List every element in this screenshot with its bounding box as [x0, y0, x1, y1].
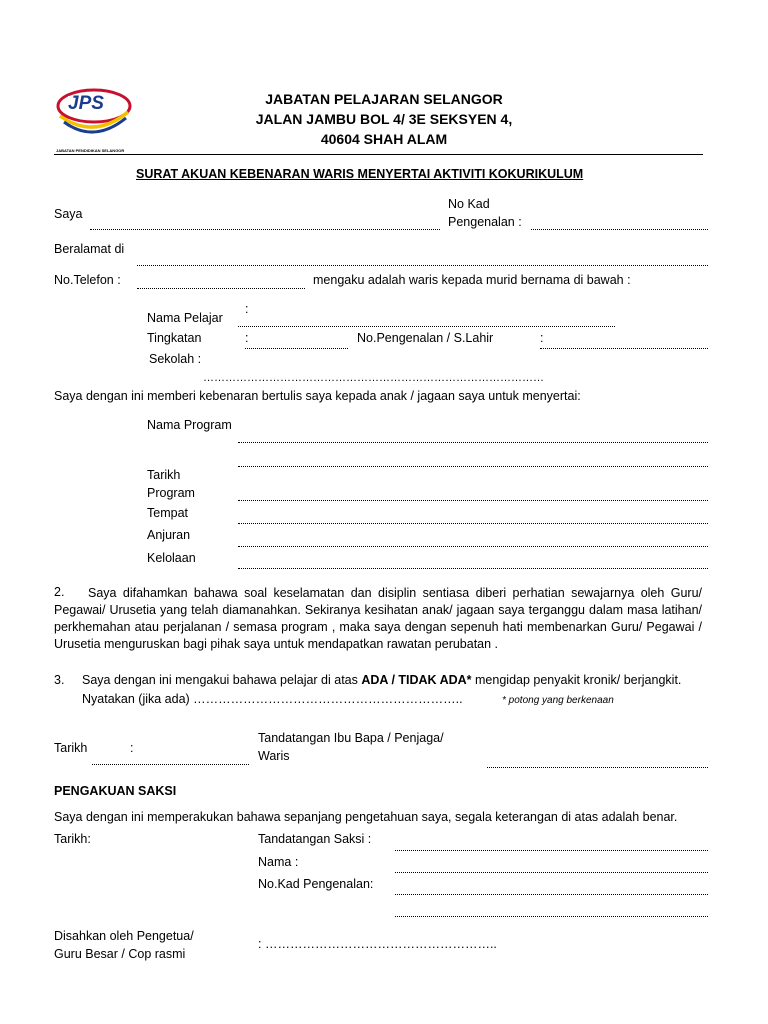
- para-2-number: 2.: [54, 585, 65, 599]
- saksi-heading: PENGAKUAN SAKSI: [54, 784, 177, 798]
- nama-pelajar-label: Nama Pelajar: [147, 311, 223, 325]
- no-kad-saksi-label: No.Kad Pengenalan:: [258, 877, 374, 891]
- no-kad-field[interactable]: [531, 229, 708, 230]
- no-kad-saksi-field-1[interactable]: [395, 894, 708, 895]
- saya-field[interactable]: [90, 229, 440, 230]
- kelolaan-label: Kelolaan: [147, 551, 196, 565]
- no-pengenalan-label: No.Pengenalan / S.Lahir: [357, 331, 494, 345]
- tarikh-field[interactable]: [92, 764, 249, 765]
- nama-program-label: Nama Program: [147, 418, 232, 432]
- header-line-1: JABATAN PELAJARAN SELANGOR: [265, 91, 503, 107]
- tarikh-program-field[interactable]: [238, 500, 708, 501]
- telefon-label: No.Telefon :: [54, 273, 121, 287]
- para-2-text: Saya difahamkan bahawa soal keselamatan dan disiplin sentiasa diberi perhatian sewajarnya oleh Guru/ Pegawai/ Urusetia yang telah diamanahkan. Sekiranya kesihatan anak/ jagaan saya terganggu dalam masa latihan/ perkhemahan atau perjalanan / semasa program , maka saya dengan sepenuh hati membenarkan Guru/ Pegawai / Urusetia menguruskan bagi pihak saya untuk mendapatkan rawatan perubatan .: [54, 586, 702, 651]
- no-pengenalan-colon: :: [540, 331, 544, 345]
- nama-saksi-field[interactable]: [395, 872, 708, 873]
- tandatangan-saksi-label: Tandatangan Saksi :: [258, 832, 372, 846]
- tandatangan-waris-label-1: Tandatangan Ibu Bapa / Penjaga/: [258, 731, 444, 745]
- tandatangan-waris-field[interactable]: [487, 767, 708, 768]
- tarikh-label: Tarikh: [54, 741, 88, 755]
- para-3-text: Saya dengan ini mengakui bahawa pelajar di atas ADA / TIDAK ADA* mengidap penyakit kronik/ berjangkit.: [82, 673, 682, 687]
- tingkatan-colon: :: [245, 331, 249, 345]
- no-kad-label-2: Pengenalan :: [448, 215, 522, 229]
- mengaku-text: mengaku adalah waris kepada murid bernama di bawah :: [313, 273, 631, 287]
- nama-saksi-label: Nama :: [258, 855, 299, 869]
- nama-pelajar-field[interactable]: [238, 326, 615, 327]
- para-3-number: 3.: [54, 673, 65, 687]
- tandatangan-waris-label-2: Waris: [258, 749, 290, 763]
- nama-program-field-1[interactable]: [238, 442, 708, 443]
- consent-text: Saya dengan ini memberi kebenaran bertulis saya kepada anak / jagaan saya untuk menyertai:: [54, 389, 581, 403]
- nama-program-field-2[interactable]: [238, 466, 708, 467]
- tandatangan-saksi-field[interactable]: [395, 850, 708, 851]
- saya-label: Saya: [54, 207, 83, 221]
- kelolaan-field[interactable]: [238, 568, 708, 569]
- beralamat-label: Beralamat di: [54, 242, 125, 256]
- tempat-field[interactable]: [238, 523, 708, 524]
- logo-text: JPS: [68, 93, 104, 114]
- telefon-field[interactable]: [137, 288, 305, 289]
- anjuran-label: Anjuran: [147, 528, 191, 542]
- header-divider: [54, 154, 703, 155]
- tingkatan-field[interactable]: [245, 348, 348, 349]
- tempat-label: Tempat: [147, 506, 188, 520]
- logo-subtext: JABATAN PENDIDIKAN SELANGOR: [56, 148, 125, 153]
- disahkan-label-2: Guru Besar / Cop rasmi: [54, 947, 186, 961]
- anjuran-field[interactable]: [238, 546, 708, 547]
- nama-pelajar-colon: :: [245, 302, 249, 316]
- disahkan-label-1: Disahkan oleh Pengetua/: [54, 929, 194, 943]
- disahkan-field[interactable]: : ………………………………………………..: [258, 937, 497, 951]
- sekolah-label: Sekolah :: [149, 352, 202, 366]
- saksi-text: Saya dengan ini memperakukan bahawa sepanjang pengetahuan saya, segala keterangan di atas adalah benar.: [54, 810, 678, 824]
- form-title: SURAT AKUAN KEBENARAN WARIS MENYERTAI AKTIVITI KOKURIKULUM: [136, 167, 584, 181]
- tarikh-program-label-2: Program: [147, 486, 195, 500]
- no-pengenalan-field[interactable]: [540, 348, 708, 349]
- no-kad-label-1: No Kad: [448, 197, 490, 211]
- header-line-3: 40604 SHAH ALAM: [320, 131, 448, 147]
- no-kad-saksi-field-2[interactable]: [395, 916, 708, 917]
- tarikh-program-label-1: Tarikh: [147, 468, 181, 482]
- saksi-tarikh-label: Tarikh:: [54, 832, 91, 846]
- nyatakan-field[interactable]: Nyatakan (jika ada) ………………………………………………………..: [82, 692, 463, 706]
- potong-note: * potong yang berkenaan: [502, 695, 614, 706]
- sekolah-field[interactable]: …………………………………………………………………………………: [203, 372, 544, 384]
- tarikh-colon: :: [130, 741, 134, 755]
- ada-tidak-ada: ADA / TIDAK ADA*: [361, 673, 472, 687]
- tingkatan-label: Tingkatan: [147, 331, 202, 345]
- alamat-field[interactable]: [137, 265, 708, 266]
- header-line-2: JALAN JAMBU BOL 4/ 3E SEKSYEN 4,: [255, 111, 513, 127]
